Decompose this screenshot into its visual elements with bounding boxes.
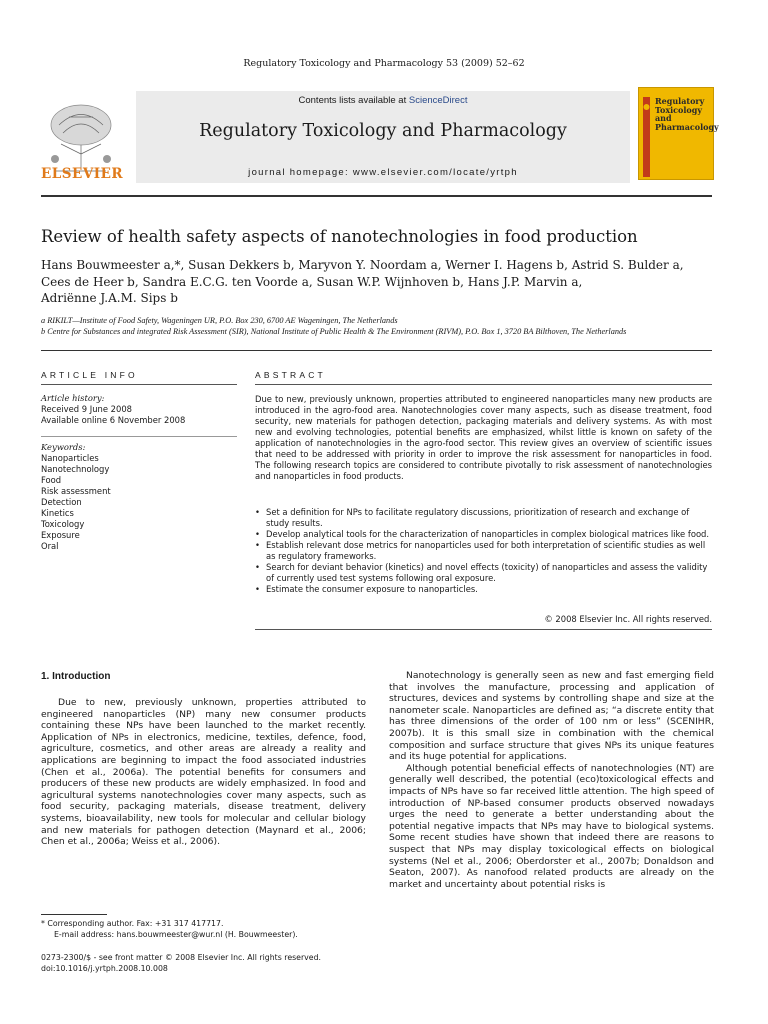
divider	[41, 350, 712, 351]
author-line: Adriënne J.A.M. Sips b	[41, 291, 178, 305]
history-label: Article history:	[41, 393, 105, 403]
running-head: Regulatory Toxicology and Pharmacology 53 (2009) 52–62	[243, 58, 525, 69]
divider	[41, 195, 712, 197]
journal-homepage[interactable]: journal homepage: www.elsevier.com/locate/yrtph	[248, 167, 518, 178]
divider	[255, 629, 712, 630]
available-date: Available online 6 November 2008	[41, 415, 186, 425]
paragraph: Nanotechnology is generally seen as new and fast emerging field that involves the manufacture, processing and application of structures, devices and systems by controlling shape and size at the nanometer scale. Nanoparticles are defined as; “a discrete entity that has three dimensions of the order of 100 nm or less” (SCENIHR, 2007b). It is this small size in combination with the chemical composition and surface structure that gives NPs its unique features and its huge potential for applications.	[389, 670, 714, 763]
keyword: Oral	[41, 541, 59, 551]
divider	[41, 436, 237, 437]
keyword: Toxicology	[41, 519, 85, 529]
abstract-heading: ABSTRACT	[255, 370, 326, 380]
sciencedirect-link[interactable]: ScienceDirect	[408, 95, 468, 106]
received-date: Received 9 June 2008	[41, 404, 132, 414]
keyword: Exposure	[41, 530, 80, 540]
cover-strip-icon	[641, 97, 652, 177]
list-item: • Develop analytical tools for the characterization of nanoparticles in complex biological matrices like food.	[255, 529, 712, 540]
article-info-heading: ARTICLE INFO	[41, 370, 138, 380]
list-item: • Establish relevant dose metrics for nanoparticles used for both interpretation of scientific studies as well as regulatory frameworks.	[255, 540, 712, 562]
journal-name: Regulatory Toxicology and Pharmacology	[199, 121, 567, 141]
list-item: • Estimate the consumer exposure to nanoparticles.	[255, 584, 712, 595]
footnote-rule	[41, 914, 107, 915]
contents-prefix: Contents lists available at	[298, 95, 409, 106]
research-topics-list	[255, 507, 712, 595]
list-item: • Set a definition for NPs to facilitate regulatory discussions, prioritization of research and exchange of study results.	[255, 507, 712, 529]
article-title: Review of health safety aspects of nanotechnologies in food production	[41, 227, 638, 246]
section-title: 1. Introduction	[41, 671, 111, 682]
paragraph: Although potential beneficial effects of nanotechnologies (NT) are generally well described, the potential (eco)toxicological effects and impacts of NPs have so far received little attention. The high speed of introduction of NP-based consumer products observed nowadays urges the need to generate a better understanding about the potential negative impacts that NPs may have to biological systems. Some recent studies have shown that indeed there are reasons to suspect that NPs may display toxicological effects on biological systems (Nel et al., 2006; Oberdorster et al., 2007b; Donaldson and Seaton, 2007). As nanofood related products are already on the market and uncertainty about potential risks is	[389, 762, 714, 890]
author-line: Cees de Heer b, Sandra E.C.G. ten Voorde a, Susan W.P. Wijnhoven b, Hans J.P. Marvin a,	[41, 275, 583, 289]
copyright: © 2008 Elsevier Inc. All rights reserved.	[544, 614, 712, 624]
footnote	[41, 918, 366, 940]
publisher-name: ELSEVIER	[41, 166, 124, 182]
keywords	[41, 442, 237, 552]
body-column-left	[41, 697, 366, 848]
keyword: Food	[41, 475, 62, 485]
keyword: Risk assessment	[41, 486, 111, 496]
article-history	[41, 393, 237, 426]
keyword: Nanotechnology	[41, 464, 110, 474]
keyword: Detection	[41, 497, 82, 507]
issn-line: 0273-2300/$ - see front matter © 2008 Elsevier Inc. All rights reserved.	[41, 953, 322, 962]
paragraph: Due to new, previously unknown, properties attributed to engineered nanoparticles (NP) many new consumer products containing these NPs have been launched to the market recently. Application of NPs in electronics, medicine, textiles, defence, food, agriculture, cosmetics, and other areas are already a reality and applications are beginning to impact the food associated industries (Chen et al., 2006a). The potential benefits for consumers and producers of these new products are widely emphasized. In food and agricultural systems nanotechnologies cover many aspects, such as food security, packaging materials, disease treatment, delivery systems, bioavailability, new tools for molecular and cellular biology and new materials for pathogen detection (Maynard et al., 2006; Chen et al., 2006a; Weiss et al., 2006).	[41, 697, 366, 848]
abstract-text: Due to new, previously unknown, properties attributed to engineered nanoparticles many new products are introduced in the agro-food area. Nanotechnologies cover many aspects, such as disease treatment, food security, new materials for pathogen detection, packaging materials and delivery systems. As with most new and evolving technologies, potential benefits are emphasized, whilst little is known on safety of the application of nanotechnologies in the agro-food sector. This review gives an overview of scientific issues that need to be addressed with priority in order to improve the risk assessment for nanoparticles in food. The following research topics are considered to contribute pivotally to risk assessment of nanotechnologies and nanoparticles in food products.	[255, 394, 712, 481]
keywords-label: Keywords:	[41, 442, 86, 452]
list-item: • Search for deviant behavior (kinetics) and novel effects (toxicity) of nanoparticles and assess the validity of currently used test systems following oral exposure.	[255, 562, 712, 584]
corresponding-author: * Corresponding author. Fax: +31 317 417717.	[41, 919, 224, 928]
body-column-right	[389, 670, 714, 890]
front-matter	[41, 952, 366, 974]
cover-title: Regulatory Toxicology and Pharmacology	[655, 96, 719, 132]
email-address[interactable]: E-mail address: hans.bouwmeester@wur.nl (H. Bouwmeester).	[54, 930, 298, 939]
affiliation: b Centre for Substances and integrated Risk Assessment (SIR), National Institute of Public Health & The Environment (RIVM), P.O. Box 1, 3720 BA Bilthoven, The Netherlands	[41, 327, 627, 336]
contents-line	[136, 95, 630, 106]
doi[interactable]: doi:10.1016/j.yrtph.2008.10.008	[41, 964, 168, 973]
author-line: Hans Bouwmeester a,*, Susan Dekkers b, Maryvon Y. Noordam a, Werner I. Hagens b, Astrid S. Bulder a,	[41, 258, 684, 272]
keyword: Nanoparticles	[41, 453, 99, 463]
divider	[255, 384, 712, 385]
affiliation: a RIKILT—Institute of Food Safety, Wageningen UR, P.O. Box 230, 6700 AE Wageningen, The Netherlands	[41, 316, 398, 325]
divider	[41, 384, 237, 385]
keyword: Kinetics	[41, 508, 74, 518]
